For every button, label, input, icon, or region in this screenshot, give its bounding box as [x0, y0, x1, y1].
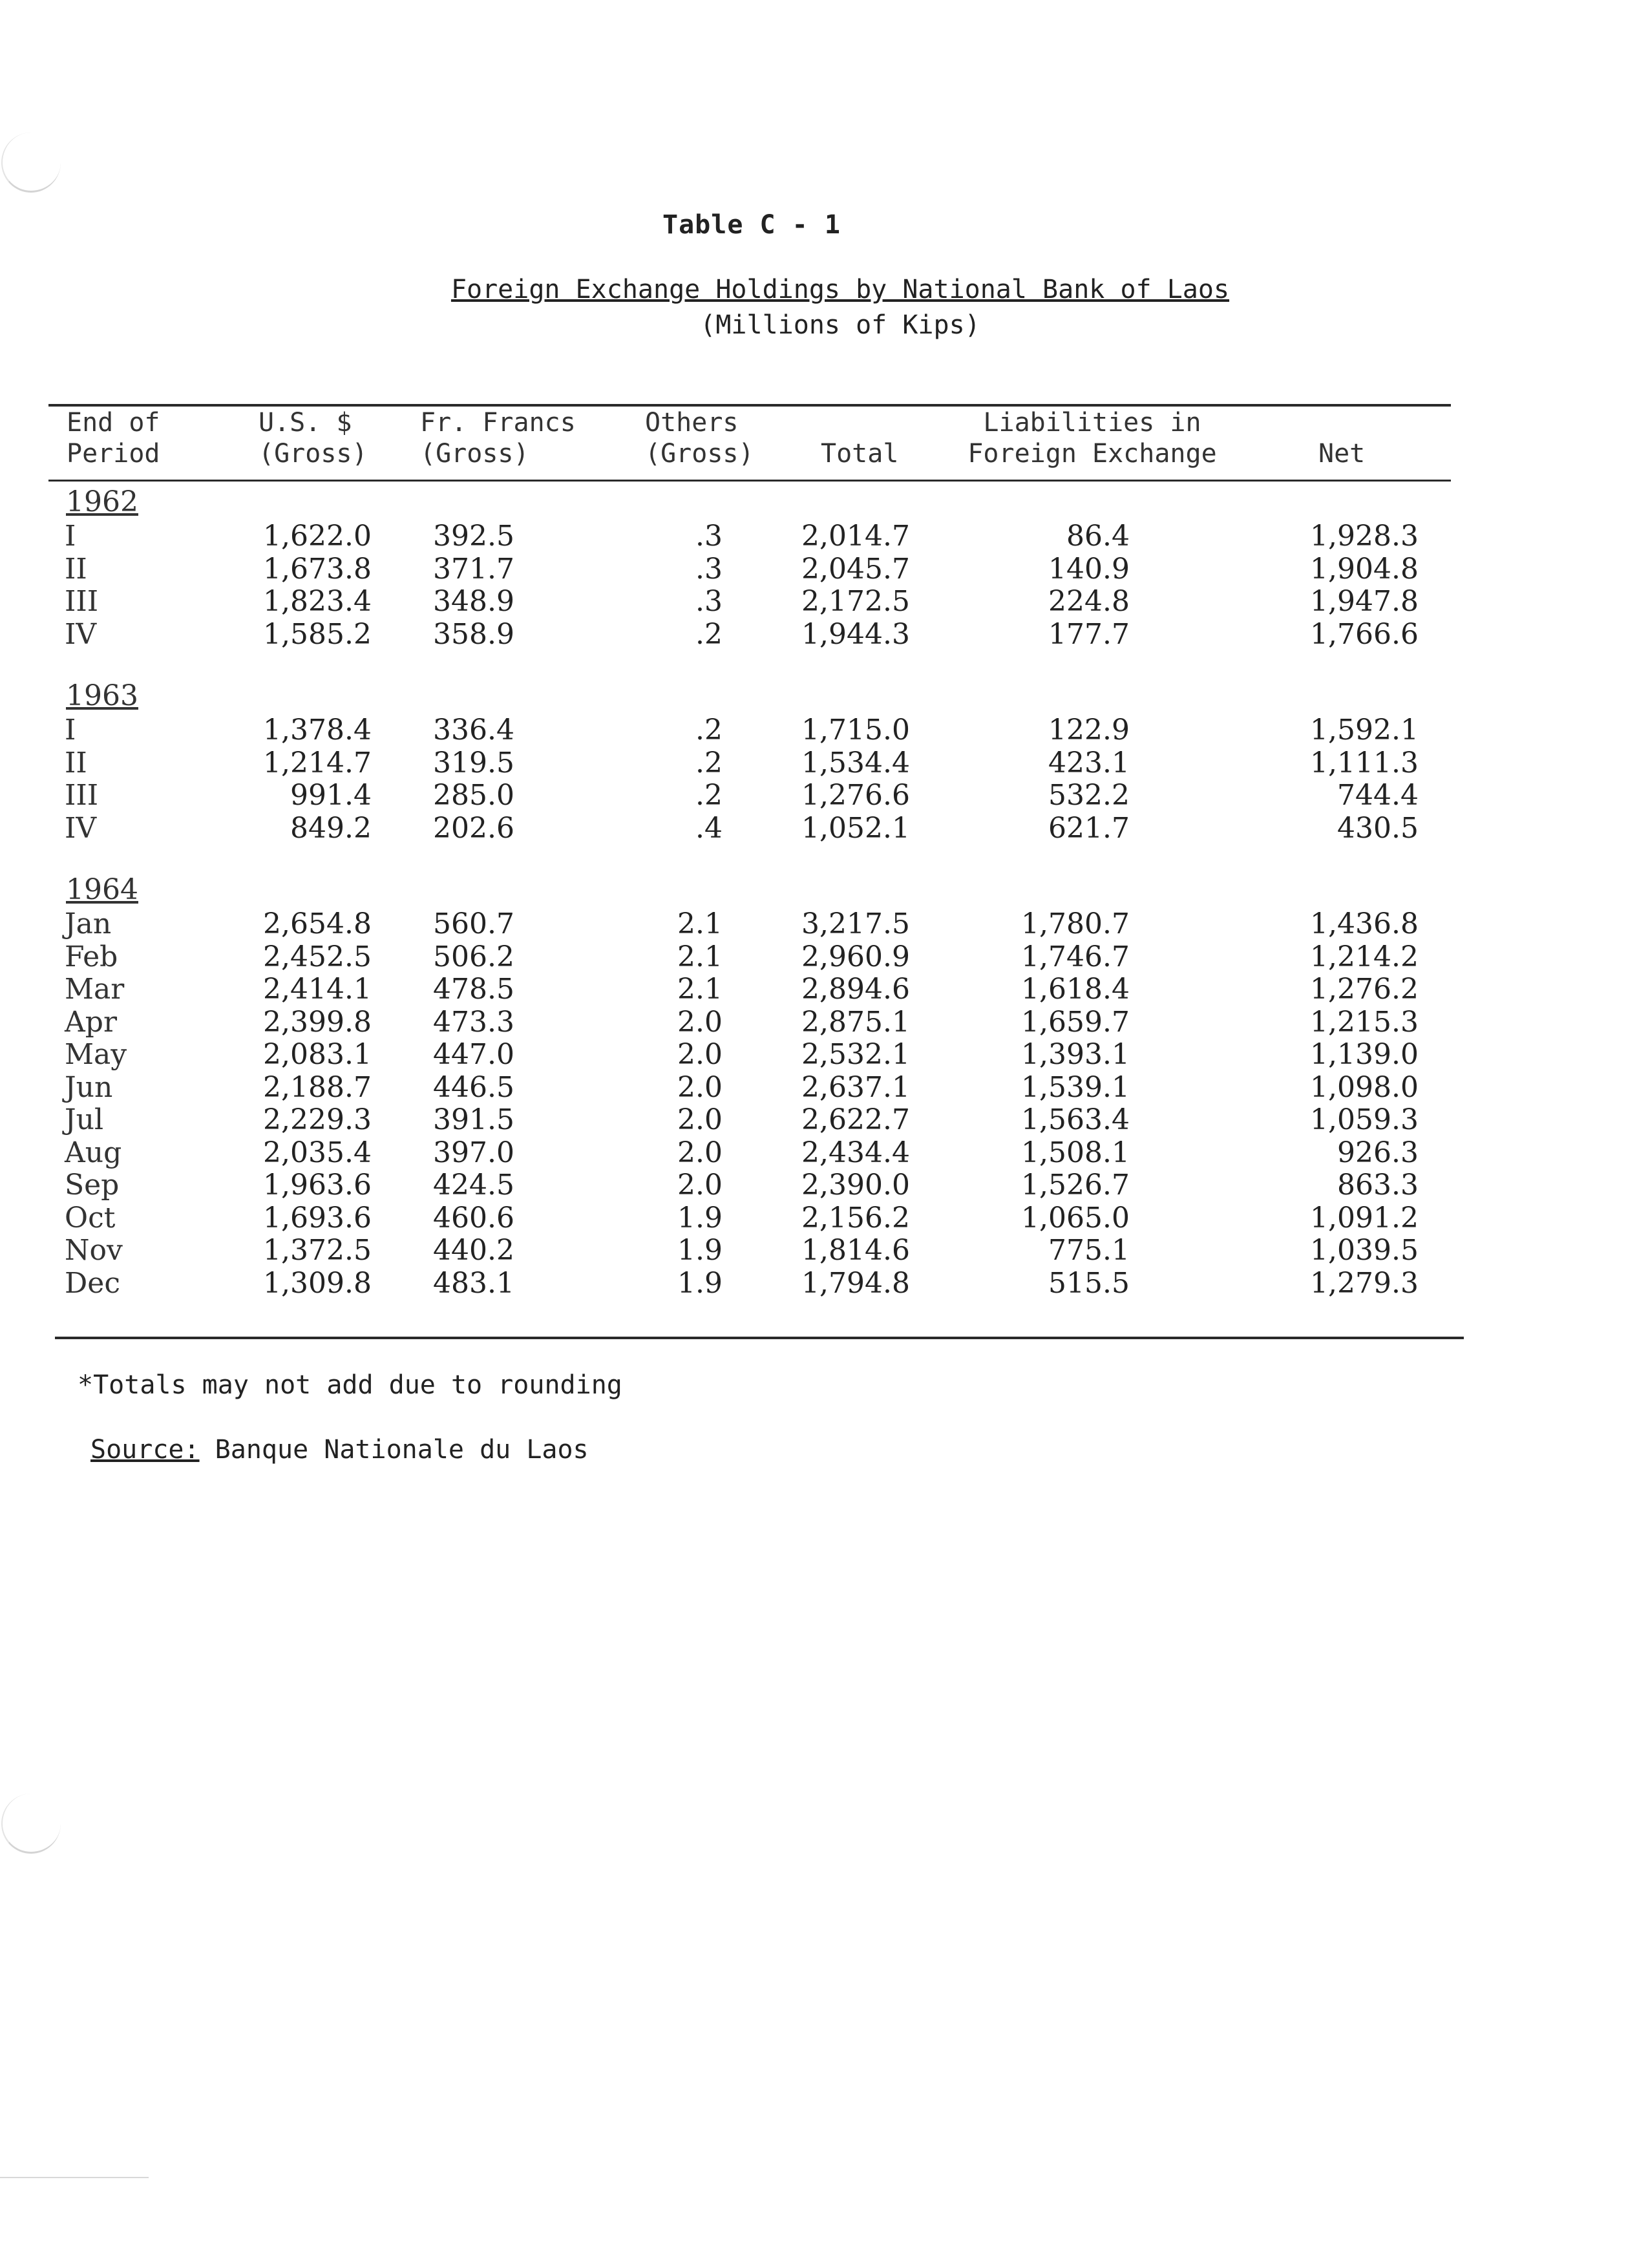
liabilities-cell: 515.5 [1048, 1267, 1130, 1300]
net-cell: 926.3 [1337, 1136, 1419, 1169]
others-cell: 1.9 [677, 1267, 723, 1300]
us-dollars-cell: 2,229.3 [263, 1103, 372, 1136]
liabilities-cell: 1,539.1 [1021, 1071, 1130, 1104]
liabilities-cell: 1,508.1 [1021, 1136, 1130, 1169]
column-header-others: Others (Gross) [645, 408, 754, 469]
scan-edge-mark [0, 2177, 149, 2178]
net-cell: 1,928.3 [1310, 520, 1419, 553]
net-cell: 1,091.2 [1310, 1202, 1419, 1235]
total-cell: 1,276.6 [801, 779, 910, 812]
us-dollars-cell: 2,188.7 [263, 1071, 372, 1104]
liabilities-cell: 1,780.7 [1021, 907, 1130, 940]
table-row [0, 908, 1648, 940]
source-text: Banque Nationale du Laos [215, 1435, 589, 1465]
net-cell: 1,215.3 [1310, 1006, 1419, 1039]
total-cell: 1,944.3 [801, 618, 910, 651]
liabilities-cell: 532.2 [1048, 779, 1130, 812]
us-dollars-cell: 1,585.2 [263, 618, 372, 651]
us-dollars-cell: 1,372.5 [263, 1234, 372, 1267]
net-cell: 1,592.1 [1310, 714, 1419, 747]
french-francs-cell: 424.5 [433, 1169, 514, 1202]
table-units: (Millions of Kips) [700, 310, 980, 340]
others-cell: 1.9 [677, 1234, 723, 1267]
others-cell: .2 [695, 747, 723, 779]
liabilities-cell: 177.7 [1048, 618, 1130, 651]
source-label: Source: [90, 1435, 200, 1465]
total-cell: 2,532.1 [801, 1038, 910, 1071]
french-francs-cell: 285.0 [433, 779, 514, 812]
us-dollars-cell: 1,693.6 [263, 1202, 372, 1235]
others-cell: 2.0 [677, 1103, 723, 1136]
period-cell: II [65, 553, 87, 586]
net-cell: 1,059.3 [1310, 1103, 1419, 1136]
french-francs-cell: 506.2 [433, 940, 514, 973]
table-row [0, 586, 1648, 618]
liabilities-cell: 86.4 [1066, 520, 1130, 553]
period-cell: II [65, 747, 87, 779]
table-row [0, 973, 1648, 1006]
net-cell: 1,139.0 [1310, 1038, 1419, 1071]
table-subtitle: Foreign Exchange Holdings by National Bank of Laos [450, 275, 1230, 304]
us-dollars-cell: 2,654.8 [263, 907, 372, 940]
period-cell: III [65, 585, 99, 618]
table-row [0, 1039, 1648, 1071]
french-francs-cell: 397.0 [433, 1136, 514, 1169]
net-cell: 1,279.3 [1310, 1267, 1419, 1300]
liabilities-cell: 1,393.1 [1021, 1038, 1130, 1071]
liabilities-cell: 1,659.7 [1021, 1006, 1130, 1039]
us-dollars-cell: 2,399.8 [263, 1006, 372, 1039]
table-bottom-rule [55, 1337, 1464, 1339]
period-cell: I [65, 520, 76, 553]
french-francs-cell: 336.4 [433, 714, 514, 747]
table-row [0, 1006, 1648, 1039]
table-row [0, 553, 1648, 586]
french-francs-cell: 447.0 [433, 1038, 514, 1071]
net-cell: 863.3 [1337, 1169, 1419, 1202]
table-row [0, 520, 1648, 553]
liabilities-cell: 1,065.0 [1021, 1202, 1130, 1235]
french-francs-cell: 483.1 [433, 1267, 514, 1300]
period-cell: Nov [65, 1234, 123, 1267]
table-row [0, 714, 1648, 747]
us-dollars-cell: 2,083.1 [263, 1038, 372, 1071]
table-row [0, 1169, 1648, 1202]
table-row [0, 779, 1648, 812]
us-dollars-cell: 991.4 [290, 779, 372, 812]
liabilities-cell: 1,746.7 [1021, 940, 1130, 973]
us-dollars-cell: 1,963.6 [263, 1169, 372, 1202]
total-cell: 2,014.7 [801, 520, 910, 553]
others-cell: 2.1 [677, 973, 723, 1006]
french-francs-cell: 473.3 [433, 1006, 514, 1039]
table-row [0, 812, 1648, 845]
column-header-us-dollars: U.S. $ (Gross) [259, 408, 368, 469]
liabilities-cell: 140.9 [1048, 553, 1130, 586]
liabilities-cell: 621.7 [1048, 812, 1130, 845]
others-cell: .2 [695, 618, 723, 651]
french-francs-cell: 446.5 [433, 1071, 514, 1104]
column-header-liabilities: Liabilities in Foreign Exchange [967, 408, 1217, 469]
liabilities-cell: 423.1 [1048, 747, 1130, 779]
french-francs-cell: 358.9 [433, 618, 514, 651]
period-cell: Oct [65, 1202, 116, 1235]
column-header-total: Total [821, 439, 899, 469]
us-dollars-cell: 1,622.0 [263, 520, 372, 553]
column-header-net: Net [1318, 439, 1366, 469]
period-cell: Sep [65, 1169, 120, 1202]
french-francs-cell: 560.7 [433, 907, 514, 940]
liabilities-cell: 1,618.4 [1021, 973, 1130, 1006]
table-source [90, 1435, 589, 1465]
table-row [0, 747, 1648, 779]
total-cell: 2,156.2 [801, 1202, 910, 1235]
french-francs-cell: 392.5 [433, 520, 514, 553]
period-cell: Mar [65, 973, 125, 1006]
total-cell: 2,390.0 [801, 1169, 910, 1202]
us-dollars-cell: 1,214.7 [263, 747, 372, 779]
net-cell: 1,098.0 [1310, 1071, 1419, 1104]
table-row [0, 1137, 1648, 1169]
others-cell: .3 [695, 553, 723, 586]
net-cell: 1,214.2 [1310, 940, 1419, 973]
table-row [0, 1235, 1648, 1267]
table-row [0, 619, 1648, 651]
liabilities-cell: 1,563.4 [1021, 1103, 1130, 1136]
french-francs-cell: 202.6 [433, 812, 514, 845]
others-cell: 2.1 [677, 907, 723, 940]
net-cell: 1,436.8 [1310, 907, 1419, 940]
period-cell: III [65, 779, 99, 812]
liabilities-cell: 122.9 [1048, 714, 1130, 747]
total-cell: 1,794.8 [801, 1267, 910, 1300]
period-cell: Jul [65, 1103, 104, 1136]
period-cell: Jan [65, 907, 112, 940]
punch-hole-mark [1, 132, 61, 193]
us-dollars-cell: 1,823.4 [263, 585, 372, 618]
period-cell: Apr [65, 1006, 117, 1039]
punch-hole-mark [1, 1794, 61, 1854]
table-row [0, 1267, 1648, 1300]
french-francs-cell: 440.2 [433, 1234, 514, 1267]
others-cell: .4 [695, 812, 723, 845]
us-dollars-cell: 1,378.4 [263, 714, 372, 747]
total-cell: 2,172.5 [801, 585, 910, 618]
french-francs-cell: 319.5 [433, 747, 514, 779]
others-cell: 2.0 [677, 1169, 723, 1202]
total-cell: 2,045.7 [801, 553, 910, 586]
total-cell: 3,217.5 [801, 907, 910, 940]
table-row [0, 1202, 1648, 1235]
net-cell: 430.5 [1337, 812, 1419, 845]
us-dollars-cell: 849.2 [290, 812, 372, 845]
total-cell: 2,434.4 [801, 1136, 910, 1169]
table-footnote: *Totals may not add due to rounding [78, 1370, 622, 1400]
net-cell: 1,904.8 [1310, 553, 1419, 586]
others-cell: .2 [695, 779, 723, 812]
net-cell: 744.4 [1337, 779, 1419, 812]
us-dollars-cell: 1,309.8 [263, 1267, 372, 1300]
total-cell: 2,637.1 [801, 1071, 910, 1104]
year-label: 1963 [66, 679, 138, 712]
french-francs-cell: 348.9 [433, 585, 514, 618]
year-label: 1962 [66, 485, 138, 518]
year-label: 1964 [66, 873, 138, 906]
period-cell: Jun [65, 1071, 113, 1104]
period-cell: Feb [65, 940, 118, 973]
total-cell: 2,622.7 [801, 1103, 910, 1136]
period-cell: May [65, 1038, 127, 1071]
others-cell: 1.9 [677, 1202, 723, 1235]
period-cell: Dec [65, 1267, 120, 1300]
total-cell: 1,052.1 [801, 812, 910, 845]
others-cell: .2 [695, 714, 723, 747]
us-dollars-cell: 2,414.1 [263, 973, 372, 1006]
others-cell: 2.0 [677, 1136, 723, 1169]
table-row [0, 1104, 1648, 1136]
liabilities-cell: 224.8 [1048, 585, 1130, 618]
total-cell: 2,894.6 [801, 973, 910, 1006]
period-cell: IV [65, 618, 97, 651]
french-francs-cell: 371.7 [433, 553, 514, 586]
column-header-period: End of Period [67, 408, 160, 469]
net-cell: 1,947.8 [1310, 585, 1419, 618]
net-cell: 1,276.2 [1310, 973, 1419, 1006]
french-francs-cell: 478.5 [433, 973, 514, 1006]
table-title: Table C - 1 [662, 210, 841, 240]
column-header-french-francs: Fr. Francs (Gross) [420, 408, 576, 469]
total-cell: 2,875.1 [801, 1006, 910, 1039]
total-cell: 1,534.4 [801, 747, 910, 779]
others-cell: 2.0 [677, 1071, 723, 1104]
period-cell: IV [65, 812, 97, 845]
french-francs-cell: 460.6 [433, 1202, 514, 1235]
net-cell: 1,111.3 [1310, 747, 1419, 779]
others-cell: .3 [695, 585, 723, 618]
total-cell: 1,715.0 [801, 714, 910, 747]
table-row [0, 1072, 1648, 1104]
table-row [0, 941, 1648, 973]
others-cell: 2.0 [677, 1038, 723, 1071]
us-dollars-cell: 1,673.8 [263, 553, 372, 586]
total-cell: 1,814.6 [801, 1234, 910, 1267]
us-dollars-cell: 2,035.4 [263, 1136, 372, 1169]
french-francs-cell: 391.5 [433, 1103, 514, 1136]
others-cell: 2.1 [677, 940, 723, 973]
liabilities-cell: 775.1 [1048, 1234, 1130, 1267]
table-top-rule [48, 404, 1451, 407]
others-cell: .3 [695, 520, 723, 553]
period-cell: Aug [65, 1136, 122, 1169]
total-cell: 2,960.9 [801, 940, 910, 973]
net-cell: 1,766.6 [1310, 618, 1419, 651]
liabilities-cell: 1,526.7 [1021, 1169, 1130, 1202]
others-cell: 2.0 [677, 1006, 723, 1039]
table-header-rule [48, 480, 1451, 482]
period-cell: I [65, 714, 76, 747]
us-dollars-cell: 2,452.5 [263, 940, 372, 973]
net-cell: 1,039.5 [1310, 1234, 1419, 1267]
